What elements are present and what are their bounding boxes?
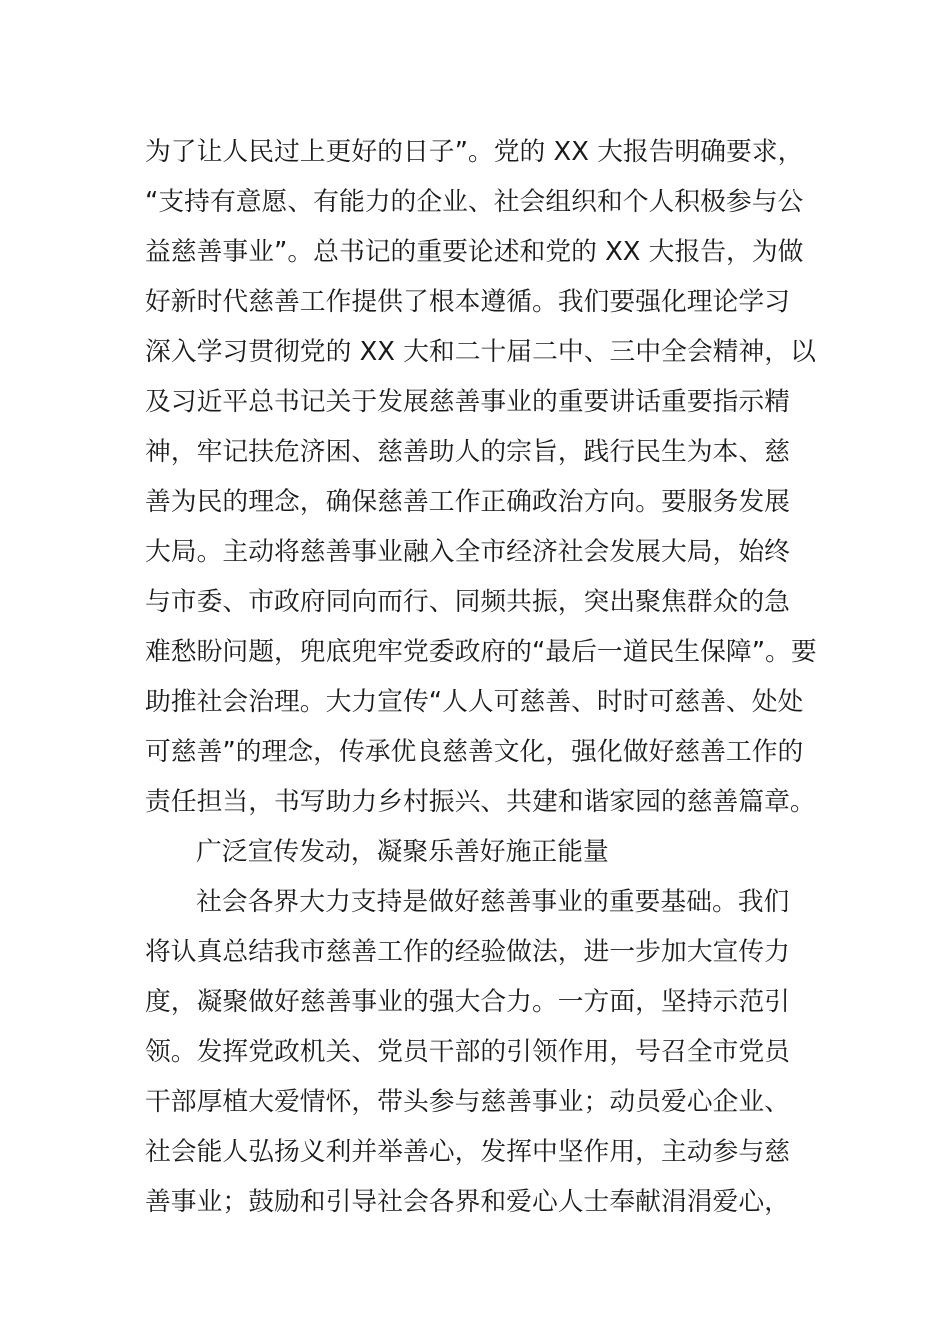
text-line: 度，凝聚做好慈善事业的强大合力。一方面，坚持示范引 [145, 987, 790, 1017]
text-line: 好新时代慈善工作提供了根本遵循。我们要强化理论学习 [145, 287, 790, 317]
text-line: 神，牢记扶危济困、慈善助人的宗旨，践行民生为本、慈 [145, 437, 790, 467]
text-line: 社会能人弘扬义利并举善心，发挥中坚作用，主动参与慈 [145, 1137, 790, 1167]
section-heading: 广泛宣传发动，凝聚乐善好施正能量 [196, 837, 609, 867]
text-line: 大局。主动将慈善事业融入全市经济社会发展大局，始终 [145, 537, 790, 567]
text-line: 善事业；鼓励和引导社会各界和爱心人士奉献涓涓爱心， [145, 1187, 790, 1217]
text-line: “支持有意愿、有能力的企业、社会组织和个人积极参与公 [145, 187, 804, 217]
body-text [145, 127, 817, 1227]
text-line: 深入学习贯彻党的 XX 大和二十届二中、三中全会精神，以 [145, 337, 816, 367]
text-line: 将认真总结我市慈善工作的经验做法，进一步加大宣传力 [145, 937, 790, 967]
text-line: 责任担当，书写助力乡村振兴、共建和谐家园的慈善篇章。 [145, 787, 816, 817]
text-line: 与市委、市政府同向而行、同频共振，突出聚焦群众的急 [145, 587, 790, 617]
text-line: 益慈善事业”。总书记的重要论述和党的 XX 大报告，为做 [145, 237, 804, 267]
text-line: 领。发挥党政机关、党员干部的引领作用，号召全市党员 [145, 1037, 790, 1067]
text-line: 为了让人民过上更好的日子”。党的 XX 大报告明确要求， [145, 137, 804, 167]
paragraph-start: 社会各界大力支持是做好慈善事业的重要基础。我们 [196, 887, 790, 917]
text-line: 善为民的理念，确保慈善工作正确政治方向。要服务发展 [145, 487, 790, 517]
text-line: 可慈善”的理念，传承优良慈善文化，强化做好慈善工作的 [145, 737, 804, 767]
text-line: 助推社会治理。大力宣传“人人可慈善、时时可慈善、处处 [145, 687, 804, 717]
text-line: 干部厚植大爱情怀，带头参与慈善事业；动员爱心企业、 [145, 1087, 790, 1117]
text-line: 难愁盼问题，兜底兜牢党委政府的“最后一道民生保障”。要 [145, 637, 817, 667]
text-line: 及习近平总书记关于发展慈善事业的重要讲话重要指示精 [145, 387, 790, 417]
